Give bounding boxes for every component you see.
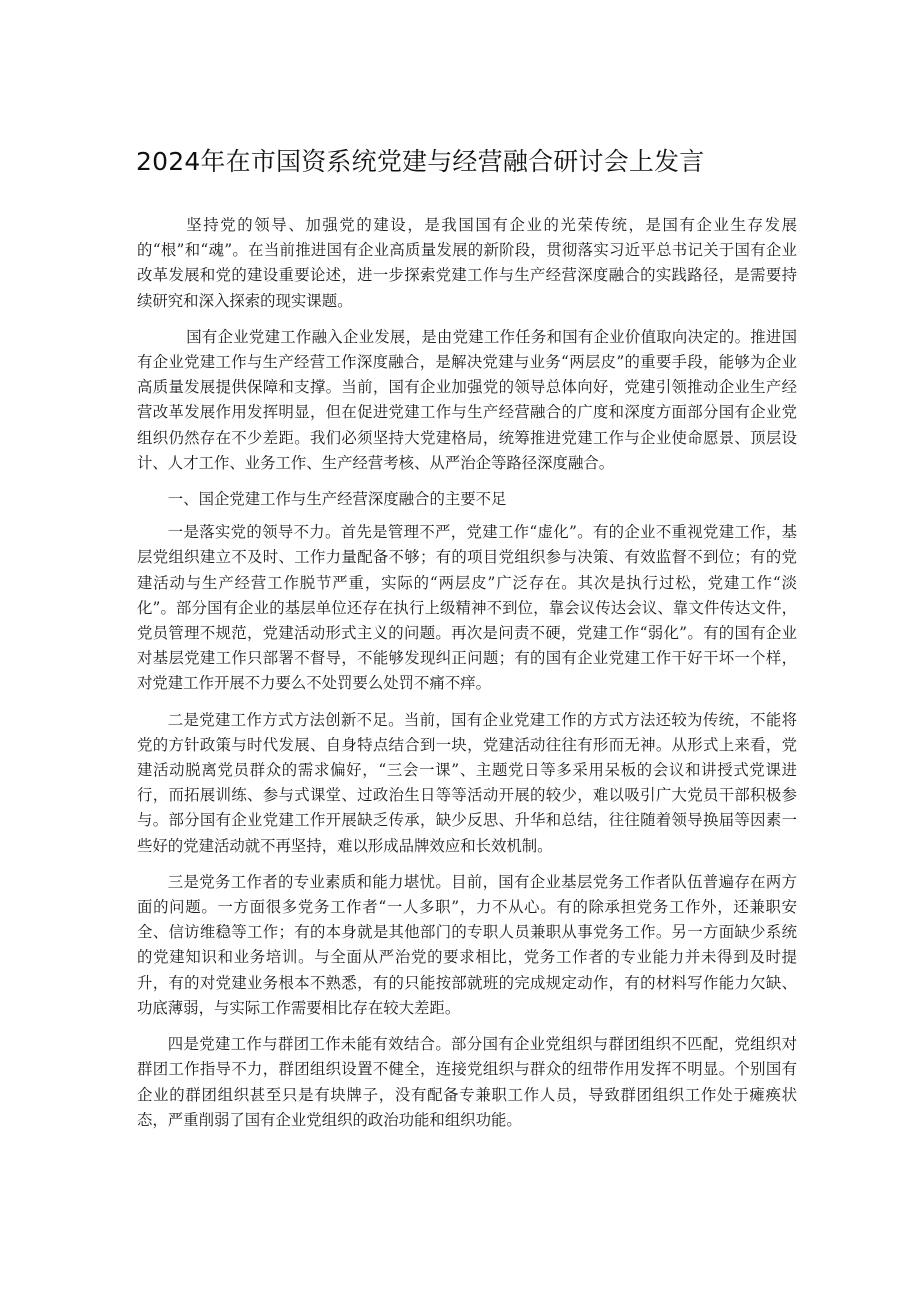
paragraph-point-3: 三是党务工作者的专业素质和能力堪忧。目前，国有企业基层党务工作者队伍普遍存在两方面的问题。一方面很多党务工作者“一人多职”，力不从心。有的除承担党务工作外，还兼职安全、信访维稳等工作；有的本身就是其他部门的专职人员兼职从事党务工作。另一方面缺少系统的党建知识和业务培训。与全面从严治党的要求相比，党务工作者的专业能力并未得到及时提升，有的对党建业务根本不熟悉，有的只能按部就班的完成规定动作，有的材料写作能力欠缺、功底薄弱，与实际工作需要相比存在较大差距。 — [137, 872, 797, 1017]
paragraph-point-4: 四是党建工作与群团工作未能有效结合。部分国有企业党组织与群团组织不匹配，党组织对群团工作指导不力，群团组织设置不健全，连接党组织与群众的纽带作用发挥不明显。个别国有企业的群团组织甚至只是有块牌子，没有配备专兼职工作人员，导致群团组织工作处于瘫痪状态，严重削弱了国有企业党组织的政治功能和组织功能。 — [137, 1035, 797, 1129]
section-heading-1: 一、国企党建工作与生产经营深度融合的主要不足 — [167, 490, 507, 509]
document-title: 2024年在市国资系统党建与经营融合研讨会上发言 — [136, 147, 705, 176]
paragraph-point-2: 二是党建工作方式方法创新不足。当前，国有企业党建工作的方式方法还较为传统，不能将党的方针政策与时代发展、自身特点结合到一块，党建活动往往有形而无神。从形式上来看，党建活动脱离党员群众的需求偏好，“三会一课”、主题党日等多采用呆板的会议和讲授式党课进行，而拓展训练、参与式课堂、过政治生日等等活动开展的较少，难以吸引广大党员干部积极参与。部分国有企业党建工作开展缺乏传承，缺少反思、升华和总结，往往随着领导换届等因素一些好的党建活动就不再坚持，难以形成品牌效应和长效机制。 — [137, 710, 797, 855]
document-body — [137, 213, 797, 1144]
paragraph-point-1: 一是落实党的领导不力。首先是管理不严，党建工作“虚化”。有的企业不重视党建工作，基层党组织建立不及时、工作力量配备不够；有的项目党组织参与决策、有效监督不到位；有的党建活动与生产经营工作脱节严重，实际的“两层皮”广泛存在。其次是执行过松，党建工作“淡化”。部分国有企业的基层单位还存在执行上级精神不到位，靠会议传达会议、靠文件传达文件，党员管理不规范，党建活动形式主义的问题。再次是问责不硬，党建工作“弱化”。有的国有企业对基层党建工作只部署不督导，不能够发现纠正问题；有的国有企业党建工作干好干坏一个样，对党建工作开展不力要么不处罚要么处罚不痛不痒。 — [137, 523, 797, 693]
paragraph-intro: 坚持党的领导、加强党的建设，是我国国有企业的光荣传统，是国有企业生存发展的“根”和“魂”。在当前推进国有企业高质量发展的新阶段，贯彻落实习近平总书记关于国有企业改革发展和党的建设重要论述，进一步探索党建工作与生产经营深度融合的实践路径，是需要持续研究和深入探索的现实课题。 — [137, 216, 797, 310]
paragraph-background: 国有企业党建工作融入企业发展，是由党建工作任务和国有企业价值取向决定的。推进国有企业党建工作与生产经营工作深度融合，是解决党建与业务“两层皮”的重要手段，能够为企业高质量发展提供保障和支撑。当前，国有企业加强党的领导总体向好，党建引领推动企业生产经营改革发展作用发挥明显，但在促进党建工作与生产经营融合的广度和深度方面部分国有企业党组织仍然存在不少差距。我们必须坚持大党建格局，统筹推进党建工作与企业使命愿景、顶层设计、人才工作、业务工作、生产经营考核、从严治企等路径深度融合。 — [137, 327, 797, 472]
